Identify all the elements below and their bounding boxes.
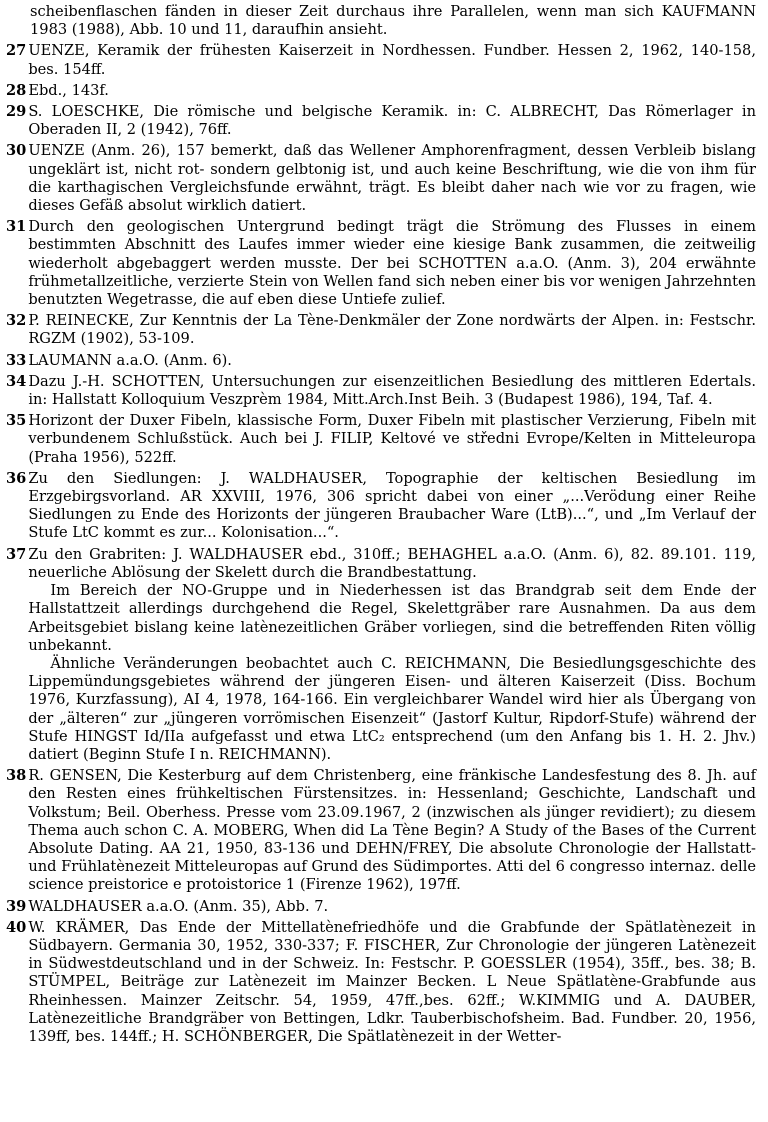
footnote-37: [6, 546, 756, 764]
footnote-number: 36: [6, 469, 27, 487]
footnote-text: [28, 312, 756, 348]
footnote-paragraph: UENZE, Keramik der frühesten Kaiserzeit in Nordhessen. Fundber. Hessen 2, 1962, 140-158, bes. 154ff.: [28, 42, 756, 78]
footnote-paragraph: Zu den Grabriten: J. WALDHAUSER ebd., 310ff.; BEHAGHEL a.a.O. (Anm. 6), 82. 89.101. 119, neuerliche Ablösung der Skelett durch die Brandbestattung.: [28, 545, 756, 581]
footnote-text: [28, 919, 756, 1046]
footnote-text: [28, 42, 756, 78]
footnote-paragraph: Ähnliche Veränderungen beobachtet auch C. REICHMANN, Die Besiedlungsgeschichte des Lippemündungsgebietes während der jüngeren Eisen- und älteren Kaiserzeit (Diss. Bochum 1976, Kurzfassung), AI 4, 1978, 164-166. Ein vergleichbarer Wandel wird hier als Übergang von der „älteren“ zur „jüngeren vorrömischen Eisenzeit“ (Jastorf Kultur, Ripdorf-Stufe) während der Stufe HINGST Id/IIa aufgefasst und etwa LtC₂ entsprechend (um den Anfang bis 1. H. 2. Jhv.) datiert (Beginn Stufe I n. REICHMANN).: [28, 654, 756, 763]
footnote-number: 40: [6, 918, 27, 936]
footnote-33: [6, 352, 756, 370]
footnote-number: 27: [6, 42, 27, 60]
footnote-27: [6, 42, 756, 78]
footnote-number: 29: [6, 103, 27, 121]
footnote-paragraph: S. LOESCHKE, Die römische und belgische Keramik. in: C. ALBRECHT, Das Römerlager in Oberaden II, 2 (1942), 76ff.: [28, 103, 756, 139]
footnote-number: 28: [6, 81, 27, 99]
continued-footnote-text: scheibenflaschen fänden in dieser Zeit durchaus ihre Parallelen, wenn man sich KAUFMANN 1983 (1988), Abb. 10 und 11, daraufhin ansieht.: [30, 3, 756, 39]
footnote-number: 35: [6, 412, 27, 430]
footnote-text: [28, 82, 756, 100]
footnote-paragraph: WALDHAUSER a.a.O. (Anm. 35), Abb. 7.: [28, 897, 329, 915]
footnote-35: [6, 412, 756, 467]
footnote-29: [6, 103, 756, 139]
footnote-31: [6, 218, 756, 309]
footnote-39: [6, 898, 756, 916]
footnote-text: [28, 103, 756, 139]
footnote-paragraph: Dazu J.-H. SCHOTTEN, Untersuchungen zur eisenzeitlichen Besiedlung des mittleren Edertals. in: Hallstatt Kolloquium Veszprèm 1984, Mitt.Arch.Inst Beih. 3 (Budapest 1986), 194, Taf. 4.: [28, 372, 756, 409]
footnote-text: [28, 546, 756, 764]
footnote-text: [28, 218, 756, 309]
footnote-36: [6, 470, 756, 543]
footnote-number: 30: [6, 142, 27, 160]
footnote-number: 31: [6, 218, 27, 236]
footnote-40: [6, 919, 756, 1046]
footnote-text: [28, 470, 756, 543]
footnote-paragraph: UENZE (Anm. 26), 157 bemerkt, daß das Wellener Amphorenfragment, dessen Verbleib bislang ungeklärt ist, nicht rot- sondern gelbtonig ist, und auch keine Beschriftung, wie die von ihm für die karthagischen Vergleichsfunde erwähnt, trägt. Es bleibt daher nach wie vor zu fragen, wie dieses Gefäß absolut wirklich datiert.: [28, 142, 756, 215]
footnote-30: [6, 142, 756, 215]
footnote-number: 38: [6, 767, 27, 785]
footnote-text: [28, 373, 756, 409]
footnote-paragraph: P. REINECKE, Zur Kenntnis der La Tène-Denkmäler der Zone nordwärts der Alpen. in: Festschr. RGZM (1902), 53-109.: [28, 312, 756, 348]
footnote-32: [6, 312, 756, 348]
footnote-38: [6, 767, 756, 894]
footnote-text: [28, 142, 756, 215]
footnote-text: [28, 767, 756, 894]
footnote-paragraph: R. GENSEN, Die Kesterburg auf dem Christenberg, eine fränkische Landesfestung des 8. Jh. auf den Resten eines frühkeltischen Fürstensitzes. in: Hessenland; Geschichte, Landschaft und Volkstum; Beil. Oberhess. Presse vom 23.09.1967, 2 (inzwischen als jünger revidiert); zu diesem Thema auch schon C. A. MOBERG, When did La Tène Begin? A Study of the Bases of the Current Absolute Dating. AA 21, 1950, 83-136 und DEHN/FREY, Die absolute Chronologie der Hallstatt- und Frühlatènezeit Mitteleuropas auf Grund des Südimportes. Atti del 6 congresso internaz. delle science preistorice e protoistorice 1 (Firenze 1962), 197ff.: [28, 767, 756, 894]
footnote-34: [6, 373, 756, 409]
footnote-number: 34: [6, 372, 27, 390]
footnote-paragraph: Ebd., 143f.: [28, 81, 109, 99]
footnote-number: 37: [6, 545, 27, 563]
footnote-list: [6, 42, 756, 1046]
footnote-paragraph: LAUMANN a.a.O. (Anm. 6).: [28, 351, 232, 369]
footnote-number: 39: [6, 897, 27, 915]
footnote-paragraph: Zu den Siedlungen: J. WALDHAUSER, Topographie der keltischen Besiedlung im Erzgebirgsvorland. AR XXVIII, 1976, 306 spricht dabei von einer „...Verödung einer Reihe Siedlungen zu Ende des Horizonts der jüngeren Braubacher Ware (LtB)...“, und „Im Verlauf der Stufe LtC kommt es zur... Kolonisation...“.: [28, 469, 756, 542]
footnote-paragraph: Durch den geologischen Untergrund bedingt trägt die Strömung des Flusses in einem bestimmten Abschnitt des Laufes immer wieder eine kiesige Bank zusammen, die zeitweilig wiederholt abgebaggert werden musste. Der bei SCHOTTEN a.a.O. (Anm. 3), 204 erwähnte frühmetallzeitliche, verzierte Stein von Wellen fand sich neben einer bis vor wenigen Jahrzehnten benutzten Wegetrasse, die auf eben diese Untiefe zulief.: [28, 218, 756, 309]
footnote-28: [6, 82, 756, 100]
footnote-number: 32: [6, 312, 27, 330]
footnote-text: [28, 352, 756, 370]
footnote-paragraph: W. KRÄMER, Das Ende der Mittellatènefriedhöfe und die Grabfunde der Spätlatènezeit in Südbayern. Germania 30, 1952, 330-337; F. FISCHER, Zur Chronologie der jüngeren Latènezeit in Südwestdeutschland und in der Schweiz. In: Festschr. P. GOESSLER (1954), 35ff., bes. 38; B. STÜMPEL, Beiträge zur Latènezeit im Mainzer Becken. L Neue Spätlatène-Grabfunde aus Rheinhessen. Mainzer Zeitschr. 54, 1959, 47ff.,bes. 62ff.; W.KIMMIG und A. DAUBER, Latènezeitliche Brandgräber von Bettingen, Ldkr. Tauberbischofsheim. Bad. Fundber. 20, 1956, 139ff, bes. 144ff.; H. SCHÖNBERGER, Die Spätlatènezeit in der Wetter-: [28, 918, 756, 1045]
footnote-text: [28, 412, 756, 467]
footnote-paragraph: Im Bereich der NO-Gruppe und in Niederhessen ist das Brandgrab seit dem Ende der Hallstattzeit allerdings durchgehend die Regel, Skelettgräber rare Ausnahmen. Da aus dem Arbeitsgebiet bislang keine latènezeitlichen Gräber vorliegen, sind die betreffenden Riten völlig unbekannt.: [28, 582, 756, 654]
footnote-text: [28, 898, 756, 916]
footnote-number: 33: [6, 351, 27, 369]
footnote-paragraph: Horizont der Duxer Fibeln, klassische Form, Duxer Fibeln mit plastischer Verzierung, Fibeln mit verbundenem Schlußstück. Auch bei J. FILIP, Keltové ve středni Evrope/Kelten in Mitteleuropa (Praha 1956), 522ff.: [28, 412, 756, 466]
